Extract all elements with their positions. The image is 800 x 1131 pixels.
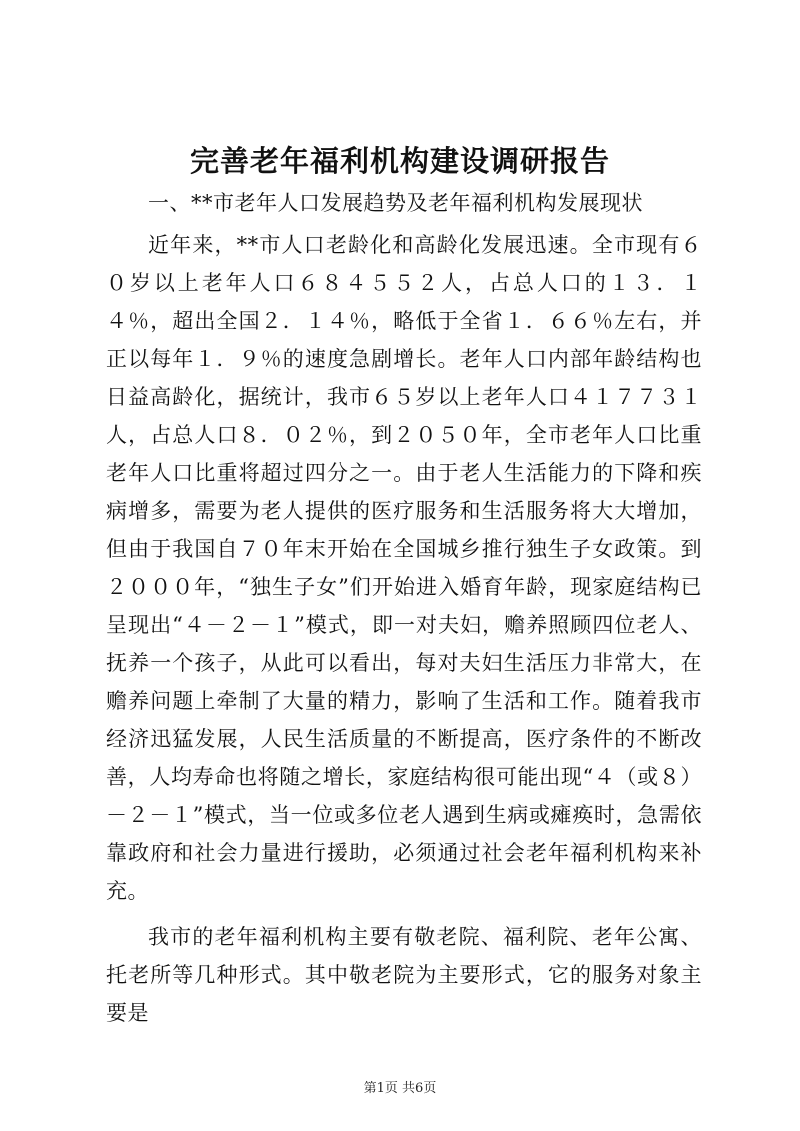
body-paragraph: 近年来，**市人口老龄化和高龄化发展迅速。全市现有６０岁以上老年人口６８４５５２人，占总人口的１３．１４％，超出全国２．１４％，略低于全省１．６６％左右，并正以每年１．９％的速度急剧增长。老年人口内部年龄结构也日益高龄化，据统计，我市６５岁以上老年人口４１７７３１人，占总人口８．０２％，到２０５０年，全市老年人口比重老年人口比重将超过四分之一。由于老人生活能力的下降和疾病增多，需要为老人提供的医疗服务和生活服务将大大增加，但由于我国自７０年末开始在全国城乡推行独生子女政策。到２０００年，“独生子女”们开始进入婚育年龄，现家庭结构已呈现出“４－２－１”模式，即一对夫妇，赡养照顾四位老人、抚养一个孩子，从此可以看出，每对夫妇生活压力非常大，在赡养问题上牵制了大量的精力，影响了生活和工作。随着我市经济迅猛发展，人民生活质量的不断提高，医疗条件的不断改善，人均寿命也将随之增长，家庭结构很可能出现“４（或８）－２－１”模式，当一位或多位老人遇到生病或瘫痪时，急需依靠政府和社会力量进行援助，必须通过社会老年福利机构来补充。	[106, 233, 702, 903]
document-body	[106, 184, 702, 1032]
section-heading: 一、**市老年人口发展趋势及老年福利机构发展现状	[148, 191, 643, 215]
page-footer: 第1页 共6页	[363, 1081, 437, 1096]
body-paragraph: 我市的老年福利机构主要有敬老院、福利院、老年公寓、托老所等几种形式。其中敬老院为主要形式，它的服务对象主要是	[106, 925, 702, 1025]
document-title: 完善老年福利机构建设调研报告	[189, 144, 610, 178]
